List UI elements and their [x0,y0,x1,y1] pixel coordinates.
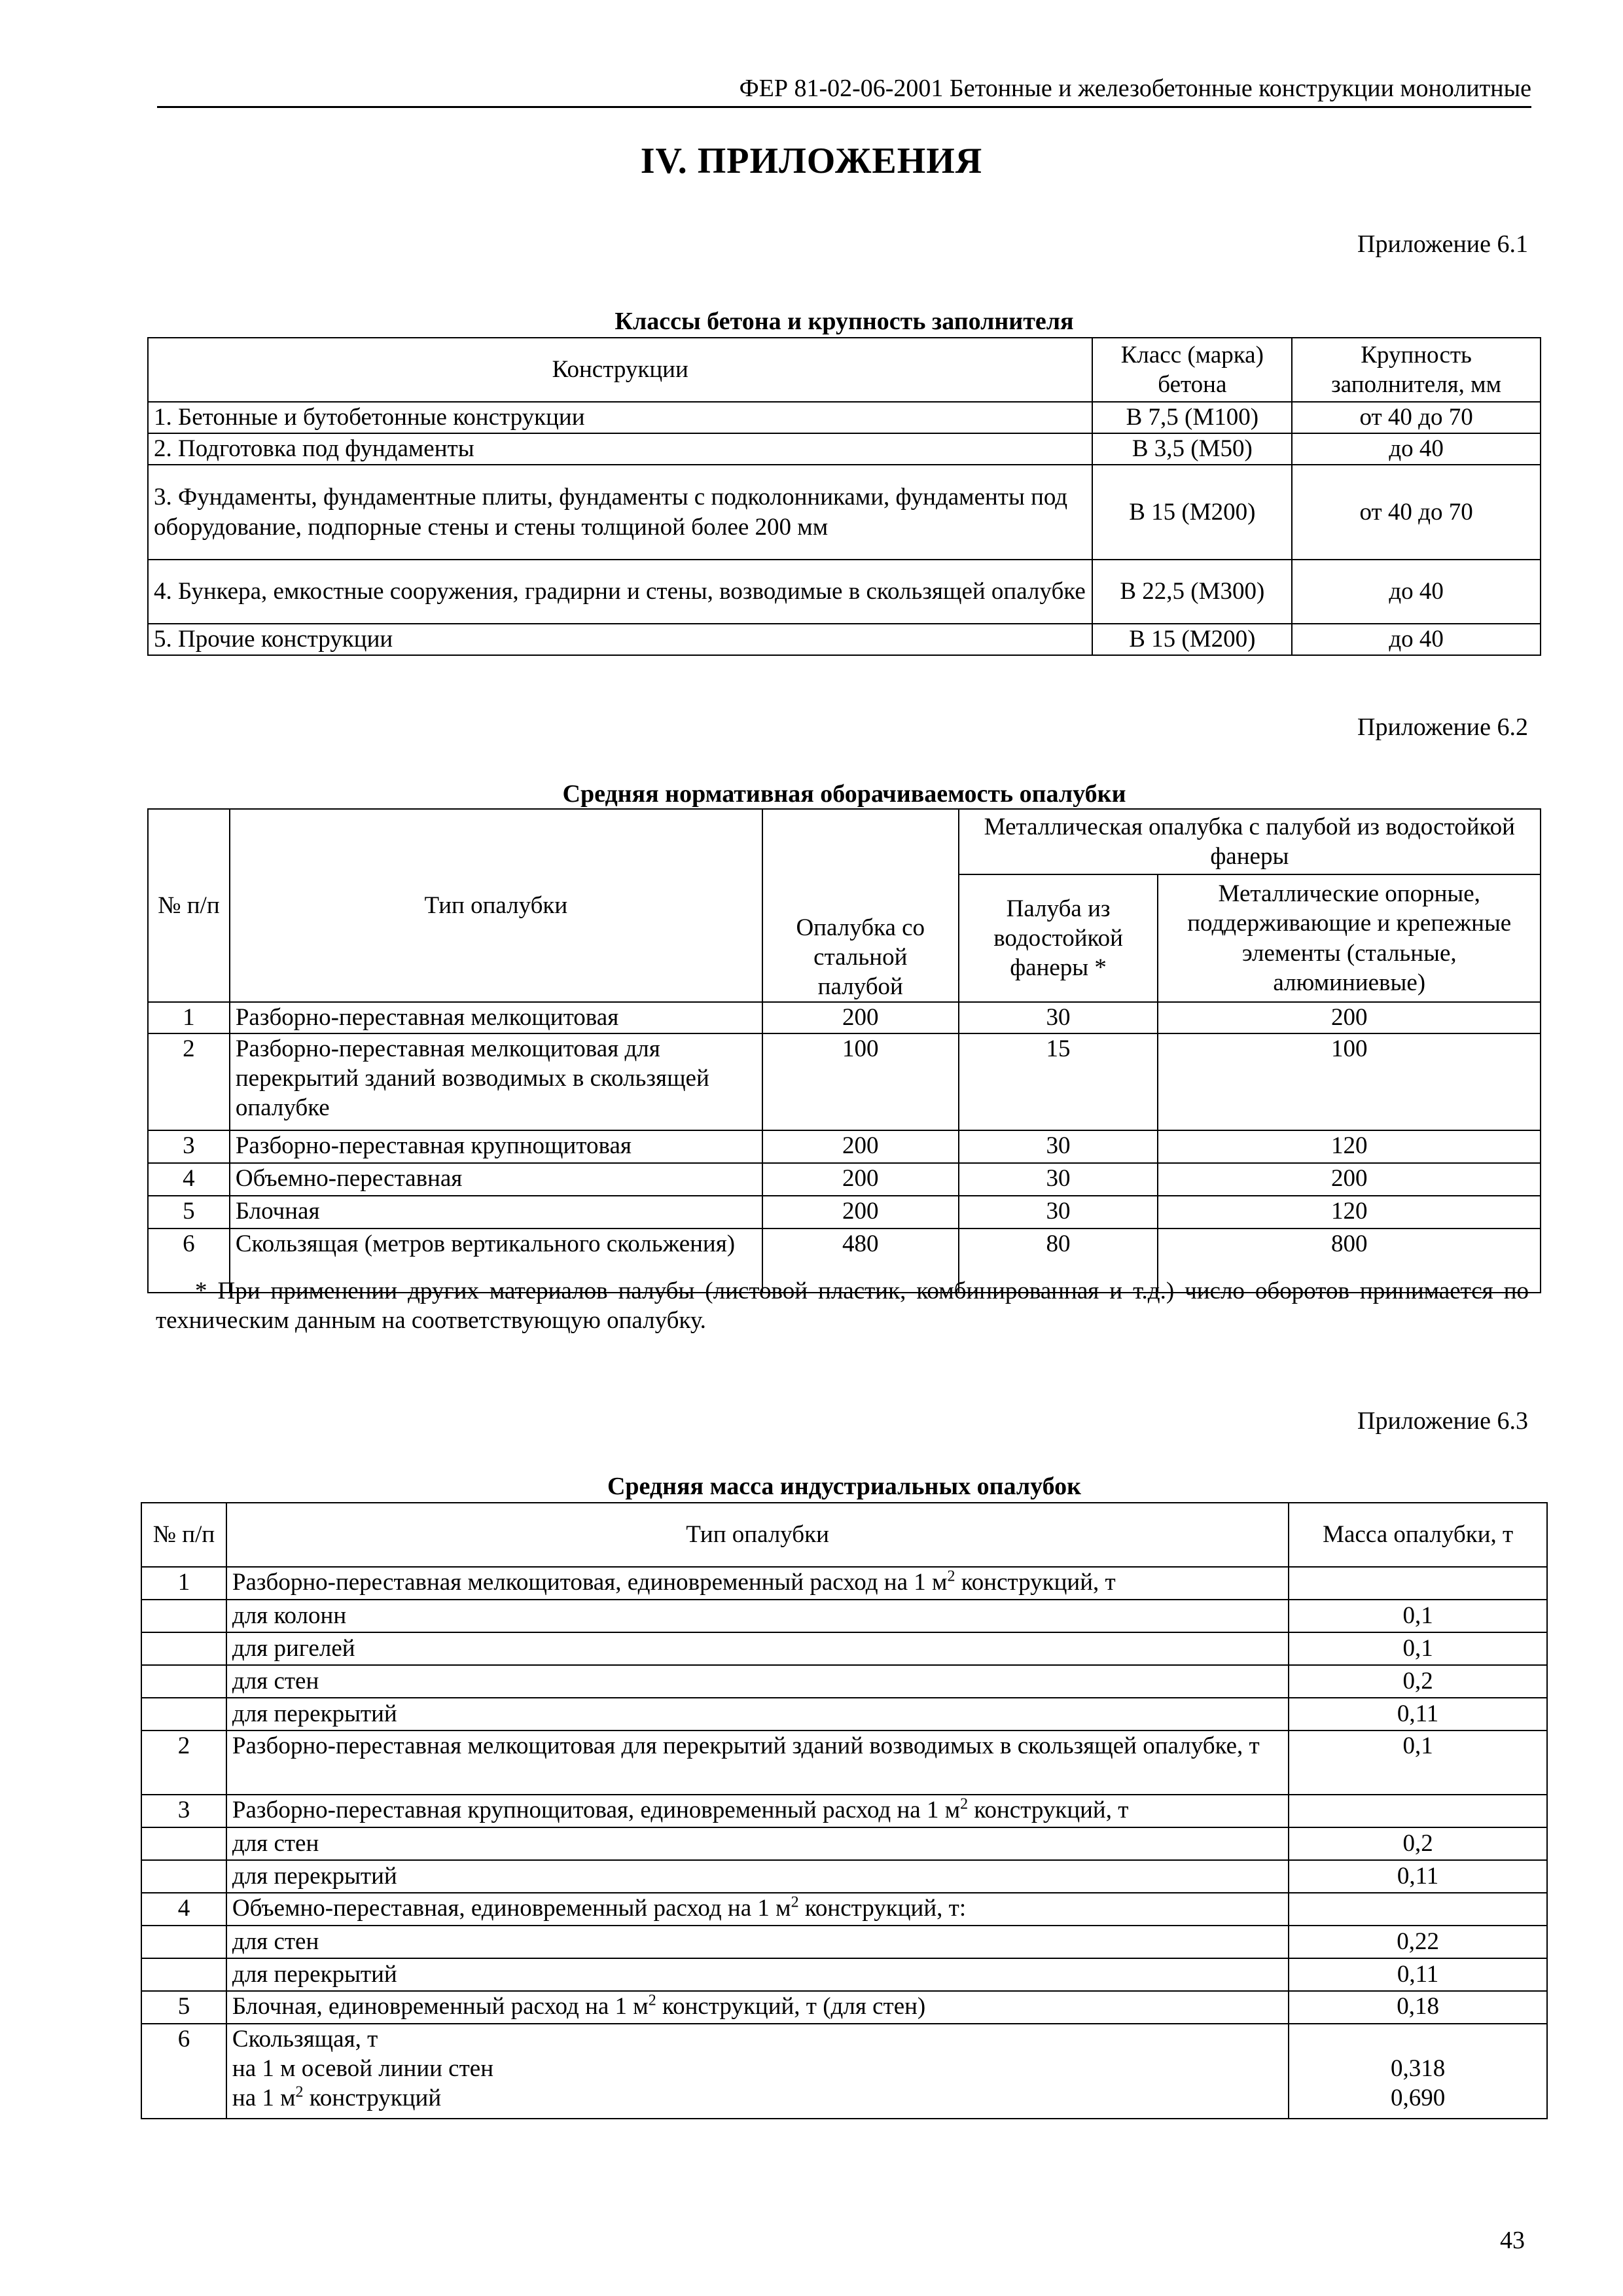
cell-steel: 200 [762,1196,959,1229]
cell-num: 2 [141,1731,226,1795]
table-row [148,1002,1541,1033]
cell-type: для стен [226,1926,1289,1958]
table-row [141,1991,1547,2024]
cell-type: Разборно-переставная крупнощитовая, единовременный расход на 1 $м^2$ конструкций, т [226,1795,1289,1827]
cell-mass: 0,18 [1289,1991,1547,2024]
cell-num: 3 [148,1130,230,1163]
table-row [148,1130,1541,1163]
cell-plywood: 30 [959,1163,1158,1196]
cell-class: В 15 (М200) [1092,465,1292,560]
table-row [141,1860,1547,1893]
cell-num [141,1698,226,1731]
table-row [141,1958,1547,1991]
cell-mass: 0,11 [1289,1698,1547,1731]
cell-num [141,1926,226,1958]
cell-num: 1 [148,1002,230,1033]
appendix-6-1-label: Приложение 6.1 [1357,230,1528,258]
cell-aggregate: от 40 до 70 [1292,402,1541,433]
cell-steel: 100 [762,1033,959,1130]
table-row [148,1196,1541,1229]
table-6-1-caption: Классы бетона и крупность заполнителя [615,308,1074,335]
page-number: 43 [1500,2227,1525,2254]
cell-type: Разборно-переставная мелкощитовая, единовременный расход на 1 $м^2$ конструкций, т [226,1567,1289,1600]
table-formwork-turnover [147,808,1541,1293]
cell-construction: 1. Бетонные и бутобетонные конструкции [148,402,1092,433]
cell-type: Объемно-переставная [230,1163,762,1196]
cell-aggregate: от 40 до 70 [1292,465,1541,560]
cell-class: В 22,5 (М300) [1092,560,1292,624]
cell-type: для стен [226,1827,1289,1860]
col-header-plywood: Палуба из водостойкой фанеры * [959,874,1158,1002]
cell-class: В 3,5 (М50) [1092,433,1292,465]
cell-mass: 0,11 [1289,1860,1547,1893]
cell-metal: 120 [1158,1196,1541,1229]
cell-type: Скользящая (метров вертикального скольжения) [230,1229,762,1293]
table-row [141,1632,1547,1665]
cell-type: Блочная, единовременный расход на 1 $м^2$ конструкций, т (для стен) [226,1991,1289,2024]
cell-num [141,1827,226,1860]
col-header-metal-elements: Металлические опорные, поддерживающие и крепежные элементы (стальные, алюминиевые) [1158,874,1541,1002]
cell-steel: 200 [762,1163,959,1196]
cell-mass [1289,1567,1547,1600]
col-header-num: № п/п [148,809,230,1002]
cell-num: 2 [148,1033,230,1130]
cell-metal: 100 [1158,1033,1541,1130]
cell-class: В 7,5 (М100) [1092,402,1292,433]
table-row [148,1033,1541,1130]
cell-steel: 480 [762,1229,959,1293]
table-6-3-caption: Средняя масса индустриальных опалубок [607,1473,1082,1500]
table-row [141,1893,1547,1926]
cell-aggregate: до 40 [1292,560,1541,624]
col-header-metal-group: Металлическая опалубка с палубой из водостойкой фанеры [959,809,1541,874]
cell-num [141,1958,226,1991]
cell-plywood: 30 [959,1002,1158,1033]
cell-num: 6 [148,1229,230,1293]
cell-mass: 0,22 [1289,1926,1547,1958]
cell-mass: 0,1 [1289,1600,1547,1632]
table-row [141,1600,1547,1632]
running-header: ФЕР 81-02-06-2001 Бетонные и железобетонные конструкции монолитные [157,73,1531,108]
cell-mass: 0,11 [1289,1958,1547,1991]
cell-plywood: 30 [959,1196,1158,1229]
cell-metal: 120 [1158,1130,1541,1163]
col-header-aggregate: Крупность заполнителя, мм [1292,338,1541,402]
cell-mass [1289,1795,1547,1827]
cell-type: для перекрытий [226,1958,1289,1991]
cell-type: для перекрытий [226,1698,1289,1731]
table-row [141,1665,1547,1698]
cell-metal: 200 [1158,1163,1541,1196]
cell-plywood: 30 [959,1130,1158,1163]
cell-num: 3 [141,1795,226,1827]
col-header-mass: Масса опалубки, т [1289,1503,1547,1567]
cell-plywood: 15 [959,1033,1158,1130]
cell-num [141,1860,226,1893]
table-row [148,433,1541,465]
cell-type: для ригелей [226,1632,1289,1665]
table-row [141,2024,1547,2119]
cell-num: 6 [141,2024,226,2119]
cell-construction: 3. Фундаменты, фундаментные плиты, фундаменты с подколонниками, фундаменты под оборудование, подпорные стены и стены толщиной более 200 мм [148,465,1092,560]
cell-type: для колонн [226,1600,1289,1632]
cell-steel: 200 [762,1002,959,1033]
table-6-2-footnote: * При применении других материалов палубы (листовой пластик, комбинированная и т.д.) число оборотов принимается по техническим данным на соответствующую опалубку. [156,1278,1529,1335]
table-row [148,624,1541,655]
col-header-constructions: Конструкции [148,338,1092,402]
cell-class: В 15 (М200) [1092,624,1292,655]
cell-construction: 2. Подготовка под фундаменты [148,433,1092,465]
cell-steel: 200 [762,1130,959,1163]
cell-num [141,1632,226,1665]
table-row [148,402,1541,433]
cell-plywood: 80 [959,1229,1158,1293]
cell-type: Скользящая, т на 1 м осевой линии стен на 1 $м^2$ конструкций [226,2024,1289,2119]
table-row [148,465,1541,560]
cell-num: 5 [141,1991,226,2024]
cell-mass: 0,318 0,690 [1289,2024,1547,2119]
cell-num: 1 [141,1567,226,1600]
cell-mass: 0,1 [1289,1731,1547,1795]
table-formwork-mass [141,1502,1548,2119]
table-6-2-caption: Средняя нормативная оборачиваемость опалубки [562,780,1126,808]
cell-type: Разборно-переставная мелкощитовая [230,1002,762,1033]
cell-aggregate: до 40 [1292,624,1541,655]
appendix-6-2-label: Приложение 6.2 [1357,713,1528,741]
cell-num: 4 [141,1893,226,1926]
col-header-type: Тип опалубки [226,1503,1289,1567]
cell-num [141,1665,226,1698]
cell-type: Разборно-переставная мелкощитовая для перекрытий зданий возводимых в скользящей опалубке, т [226,1731,1289,1795]
table-row [141,1567,1547,1600]
cell-num: 5 [148,1196,230,1229]
cell-construction: 5. Прочие конструкции [148,624,1092,655]
table-row [141,1698,1547,1731]
table-row [141,1827,1547,1860]
cell-type: Разборно-переставная крупнощитовая [230,1130,762,1163]
table-row [141,1926,1547,1958]
table-row [141,1731,1547,1795]
appendix-6-3-label: Приложение 6.3 [1357,1407,1528,1435]
cell-num [141,1600,226,1632]
table-row [141,1795,1547,1827]
table-row [148,560,1541,624]
cell-aggregate: до 40 [1292,433,1541,465]
cell-num: 4 [148,1163,230,1196]
cell-type: Блочная [230,1196,762,1229]
cell-mass: 0,2 [1289,1827,1547,1860]
cell-mass [1289,1893,1547,1926]
cell-type: Разборно-переставная мелкощитовая для перекрытий зданий возводимых в скользящей опалубке [230,1033,762,1130]
col-header-num: № п/п [141,1503,226,1567]
cell-metal: 200 [1158,1002,1541,1033]
cell-type: для перекрытий [226,1860,1289,1893]
col-header-type: Тип опалубки [230,809,762,1002]
cell-metal: 800 [1158,1229,1541,1293]
col-header-class: Класс (марка) бетона [1092,338,1292,402]
page-title: IV. ПРИЛОЖЕНИЯ [640,141,983,181]
cell-mass: 0,2 [1289,1665,1547,1698]
cell-type: Объемно-переставная, единовременный расход на 1 $м^2$ конструкций, т: [226,1893,1289,1926]
table-row [148,1163,1541,1196]
cell-mass: 0,1 [1289,1632,1547,1665]
table-concrete-classes [147,337,1541,656]
cell-type: для стен [226,1665,1289,1698]
col-header-steel: Опалубка со стальной палубой [762,809,959,1002]
cell-construction: 4. Бункера, емкостные сооружения, градирни и стены, возводимые в скользящей опалубке [148,560,1092,624]
